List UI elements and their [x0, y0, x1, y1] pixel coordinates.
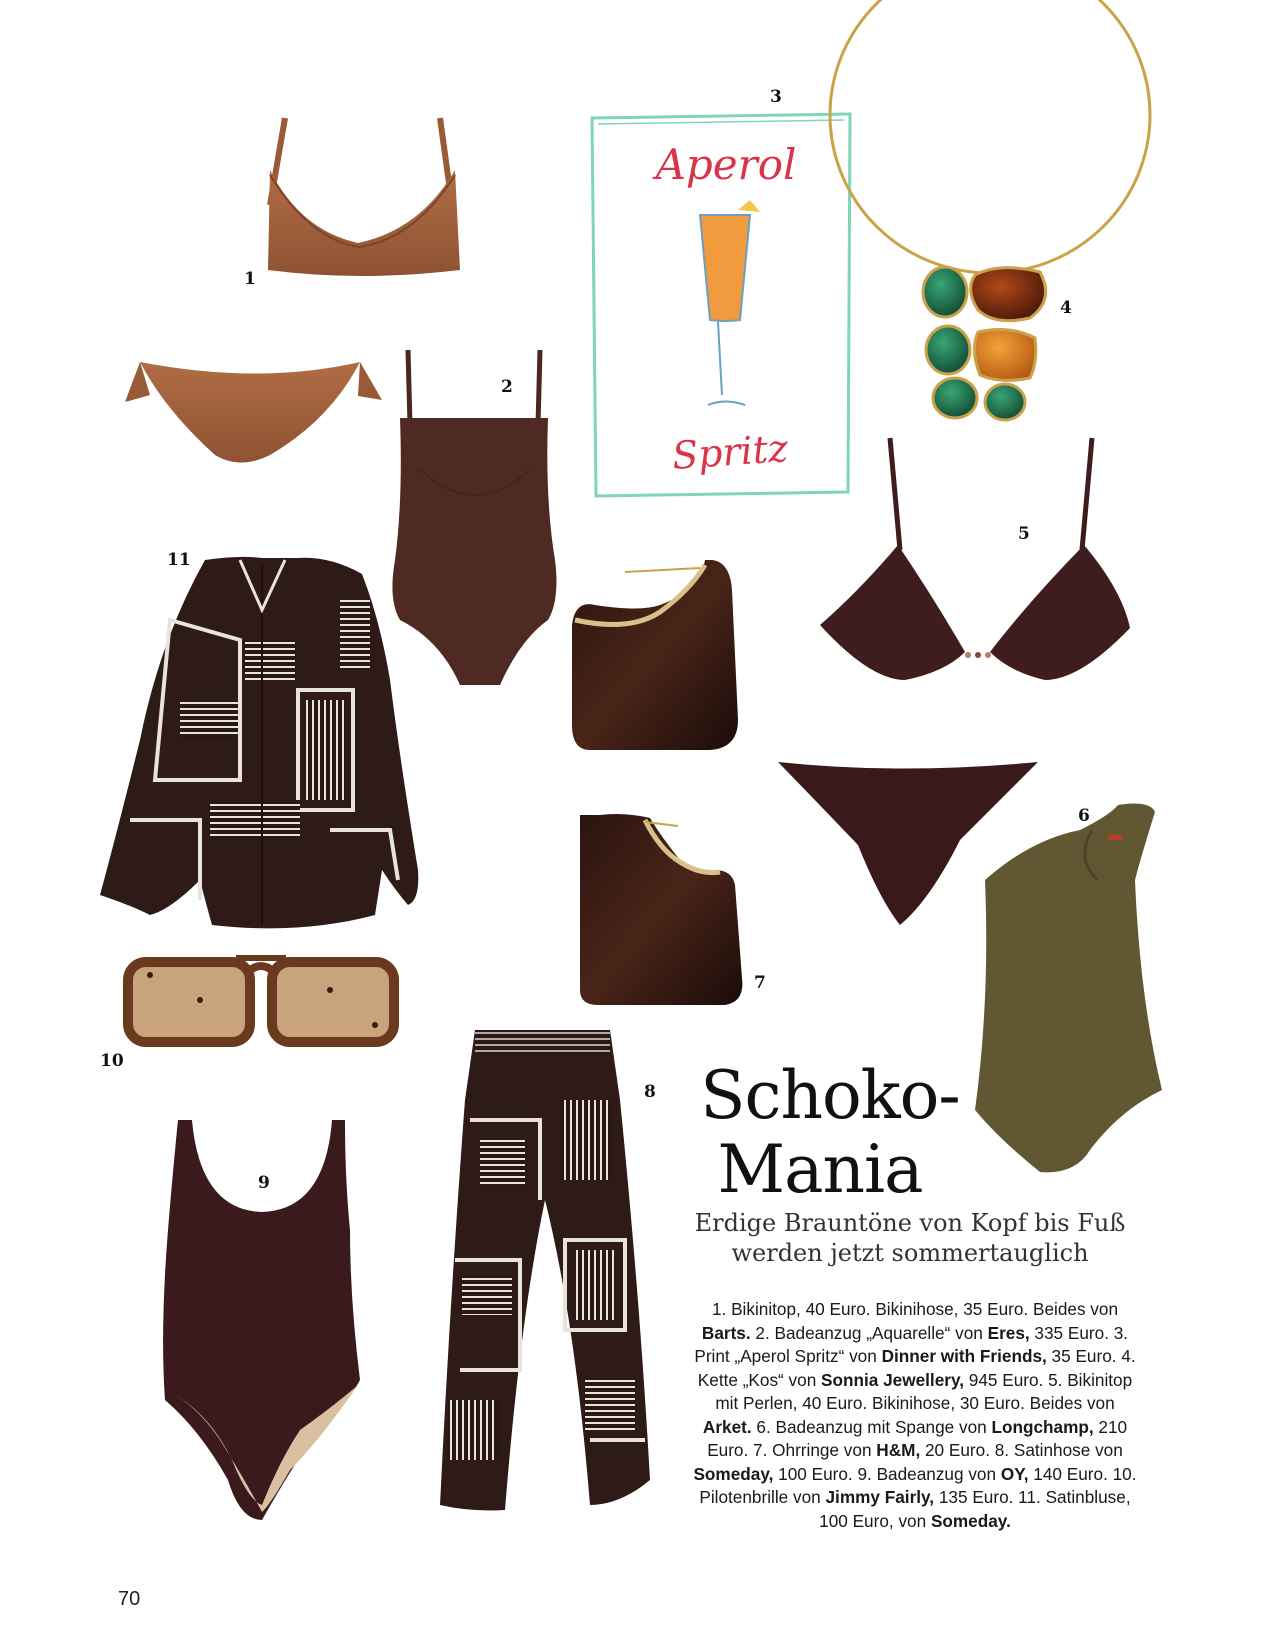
- credit-brand: Eres,: [987, 1322, 1030, 1343]
- subtitle-line-1: Erdige Brauntöne von Kopf bis Fuß: [694, 1209, 1126, 1237]
- credit-brand: Sonnia Jewellery,: [821, 1369, 965, 1390]
- bikini-top-burgundy: [820, 438, 1130, 680]
- credit-brand: Barts.: [701, 1322, 751, 1343]
- aviator-sunglasses: [128, 958, 394, 1042]
- headline-line-2: Mania: [717, 1131, 923, 1208]
- item-number-3: 3: [770, 87, 782, 107]
- item-number-7: 7: [754, 973, 766, 993]
- credit-text: 210 Euro. 7. Ohrringe von: [707, 1416, 1128, 1460]
- item-number-4: 4: [1060, 298, 1072, 318]
- credit-brand: Someday.: [930, 1510, 1011, 1531]
- headline-line-1: Schoko-: [700, 1057, 960, 1134]
- credit-text: 1. Bikinitop, 40 Euro. Bikinihose, 35 Euro. Beides von: [711, 1299, 1119, 1319]
- product-credits: [692, 1298, 1138, 1533]
- credit-text: 35 Euro. 4. Kette „Kos“ von: [697, 1346, 1136, 1390]
- credit-brand: OY,: [1000, 1463, 1029, 1484]
- subtitle-line-2: werden jetzt sommertauglich: [731, 1239, 1089, 1267]
- necklace-kos: [830, 0, 1150, 420]
- item-number-8: 8: [644, 1082, 656, 1102]
- credit-text: 6. Badeanzug mit Spange von: [751, 1416, 992, 1437]
- credit-brand: Someday,: [693, 1463, 774, 1484]
- credit-text: 20 Euro. 8. Satinhose von: [920, 1440, 1123, 1460]
- credit-brand: Longchamp,: [991, 1416, 1094, 1437]
- credit-brand: Arket.: [702, 1416, 752, 1437]
- credit-text: 2. Badeanzug „Aquarelle“ von: [750, 1322, 988, 1343]
- item-number-1: 1: [244, 269, 256, 289]
- item-number-9: 9: [258, 1173, 270, 1193]
- satin-blouse-patterned: [100, 557, 418, 928]
- item-number-5: 5: [1018, 524, 1030, 544]
- credit-brand: Jimmy Fairly,: [825, 1487, 935, 1507]
- subtitle: [690, 1208, 1130, 1268]
- item-number-10: 10: [100, 1051, 124, 1071]
- credit-text: 945 Euro. 5. Bikinitop mit Perlen, 40 Euro. Bikinihose, 30 Euro. Beides von: [715, 1369, 1133, 1413]
- credit-text: 335 Euro. 3. Print „Aperol Spritz“ von: [694, 1322, 1129, 1366]
- print-text-spritz: Spritz: [670, 426, 790, 478]
- item-number-11: 11: [167, 550, 191, 570]
- swimsuit-olive-one-shoulder: [975, 804, 1162, 1173]
- print-text-aperol: Aperol: [655, 140, 797, 189]
- item-number-2: 2: [501, 377, 513, 397]
- credit-text: 140 Euro. 10. Pilotenbrille von: [699, 1463, 1137, 1507]
- bikini-bottom-rust: [125, 362, 382, 463]
- swimsuit-chocolate: [392, 350, 556, 685]
- page-number: 70: [118, 1588, 141, 1610]
- item-number-6: 6: [1078, 806, 1090, 826]
- credit-text: 135 Euro. 11. Satinbluse, 100 Euro, von: [819, 1487, 1131, 1531]
- credit-text: 100 Euro. 9. Badeanzug von: [773, 1463, 1001, 1484]
- satin-trousers-patterned: [440, 1030, 650, 1510]
- credit-brand: Dinner with Friends,: [881, 1346, 1047, 1366]
- earrings-resin: [572, 560, 742, 1005]
- credit-brand: H&M,: [876, 1440, 921, 1460]
- bikini-top-rust: [268, 118, 460, 276]
